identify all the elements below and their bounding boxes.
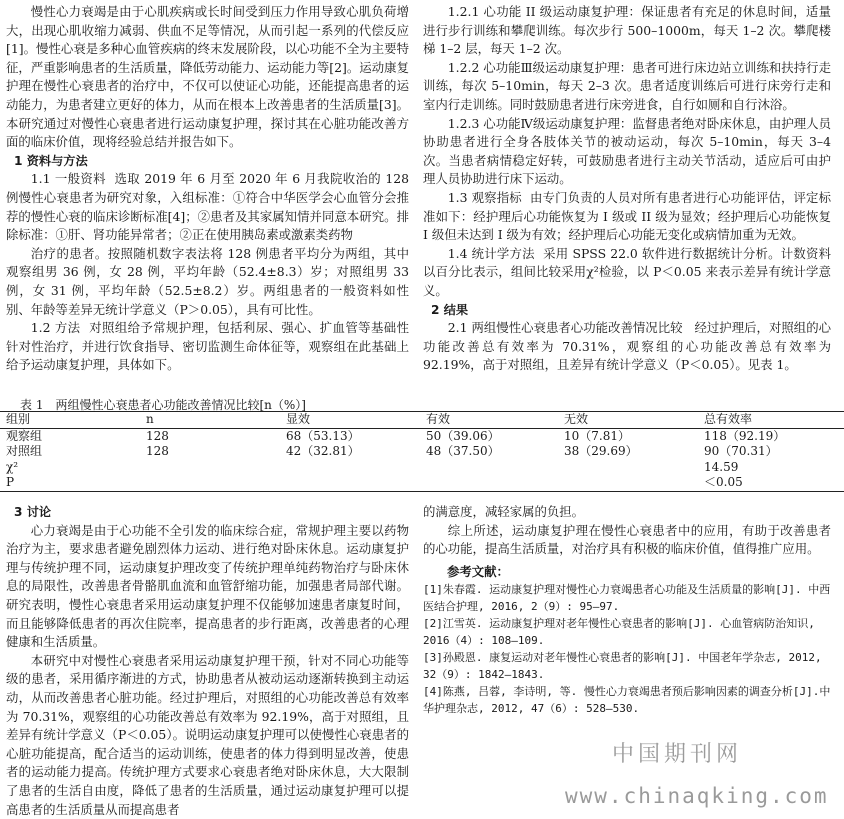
table-row xyxy=(0,428,844,444)
right-column-top xyxy=(423,3,831,375)
reference-item: [4]陈燕, 吕蓉, 李诗明, 等. 慢性心力衰竭患者预后影响因素的调查分析[J].中华护理杂志, 2012, 47（6）: 528–530. xyxy=(423,685,831,716)
header-effective: 有效 xyxy=(426,412,451,426)
header-ineffective: 无效 xyxy=(564,412,589,426)
reference-item: [3]孙殿恩. 康复运动对老年慢性心衰患者的影响[J]. 中国老年学杂志, 2012, 32（9）: 1842–1843. xyxy=(423,651,822,682)
watermark-url: www.chinaqking.com xyxy=(565,784,829,808)
table-row xyxy=(0,460,844,476)
section-1-2-2-label: 1.2.2 心功能Ⅲ级运动康复护理： xyxy=(447,59,633,75)
table-cell xyxy=(140,475,280,491)
table-cell: 对照组 xyxy=(6,444,43,458)
table-cell: ＜0.05 xyxy=(704,475,743,489)
table-cell: 128 xyxy=(146,428,169,443)
table-cell: 118（92.19） xyxy=(704,428,786,443)
section-1-3-text: 由专门负责的人员对所有患者进行心功能评估，评定标准如下：经护理后心功能恢复为 I 级或 II 级为显效；经护理后心功能恢复 I 级但未达到 I 级为有效；经护理后心功能无变化或病情加重为无效。 xyxy=(423,189,831,243)
header-group: 组别 xyxy=(6,412,31,426)
reference-item: [2]江雪英. 运动康复护理对老年慢性心衰患者的影响[J]. 心血管病防治知识, 2016（4）: 108–109. xyxy=(423,617,815,648)
table-row xyxy=(0,444,844,460)
section-1-3-label: 1.3 观察指标 xyxy=(447,189,522,205)
discussion-continued: 的满意度，减轻家属的负担。 xyxy=(423,504,585,519)
table-caption: 表 1 两组慢性心衰患者心功能改善情况比较[n（%）] xyxy=(20,398,306,412)
section-1-2-text: 对照组给予常规护理，包括利尿、强心、扩血管等基础性针对性治疗，并进行饮食指导、密切监测生命体征等，观察组在此基础上给予运动康复护理，具体如下。 xyxy=(6,320,409,373)
references-heading: 参考文献： xyxy=(447,563,509,579)
section-1-4-paragraph xyxy=(423,245,831,301)
discussion-paragraph-2: 本研究中对慢性心衰患者采用运动康复护理干预，针对不同心功能等级的患者，采用循序渐进的方式，协助患者从被动运动逐渐转换到主动运动，从而改善患者心脏功能。经过护理后，对照组的心功能改善总有效率为 70.31%，观察组的心功能改善总有效率为 92.19%，高于对照组，且差异有统计学意义（P＜0.05）。说明运动康复护理可以使慢性心衰患者的心脏功能提高，配合适当的运动训练，使患者的体力得到明显改善，使患者的运动能力提高。传统护理方式要求心衰患者绝对卧床休息，大大限制了患者的生活自由度，降低了患者的生活质量，通过运动康复护理可以提高患者的生活质量从而提高患者 xyxy=(6,652,409,817)
table-cell: 48（37.50） xyxy=(426,444,500,458)
section-2-1-paragraph xyxy=(423,319,831,375)
intro-paragraph: 慢性心力衰竭是由于心肌疾病或长时间受到压力作用导致心肌负荷增大，出现心肌收缩力减弱、供血不足等情况，从而引起一系列的代偿反应[1]。慢性心衰是多种心血管疾病的终末发展阶段，以心功能不全为主要特征，严重影响患者的生活质量，降低劳动能力、运动能力等[2]。运动康复护理在慢性心衰患者的治疗中，不仅可以使证心功能，还能提高患者的运动能力，为患者建立更好的体力，从而在根本上改善患者的生活质量[3]。本研究通过对慢性心衰患者进行运动康复护理，探讨其在心脏功能改善方面的临床价值，现将经验总结并报告如下。 xyxy=(6,4,409,150)
section-1-1-text: 选取 2019 年 6 月至 2020 年 6 月我院收治的 128 例慢性心衰患者为研究对象，入组标准：①符合中华医学会心血管分会推荐的慢性心衰的临床诊断标准[4]；②患者及其家属知情并同意本研究。排除标准：①肝、肾功能异常者；②正在使用胰岛素或激素类药物 xyxy=(6,171,409,243)
section-2-heading: 2 结果 xyxy=(431,302,469,317)
section-1-2-1-text: 保证患者有充足的休息时间，适量进行步行训练和攀爬训练。每次步行 500–1000m，每天 1–2 次。攀爬楼梯 1–2 层，每天 1–2 次。 xyxy=(423,4,831,57)
table-cell: χ² xyxy=(6,459,19,474)
table-row xyxy=(0,475,844,491)
table-cell: 90（70.31） xyxy=(704,444,778,458)
section-1-2-label: 1.2 方法 xyxy=(30,320,81,336)
reference-item: [1]朱春霞. 运动康复护理对慢性心力衰竭患者心功能及生活质量的影响[J]. 中西医结合护理, 2016, 2（9）: 95–97. xyxy=(423,583,831,614)
section-1-heading: 1 资料与方法 xyxy=(14,153,88,168)
section-2-1-text: 经过护理后，对照组的心功能改善总有效率为 70.31%，观察组的心功能改善总有效率为 92.19%，高于对照组，且差异有统计学意义（P＜0.05）。见表 1。 xyxy=(423,320,832,373)
header-marked: 显效 xyxy=(286,412,311,426)
table-cell xyxy=(280,460,420,476)
section-1-2-1-label: 1.2.1 心功能 II 级运动康复护理： xyxy=(447,4,642,19)
table-cell: 38（29.69） xyxy=(564,444,638,458)
section-1-4-label: 1.4 统计学方法 xyxy=(447,245,535,261)
discussion-paragraph-1: 心力衰竭是由于心功能不全引发的临床综合症，常规护理主要以药物治疗为主，要求患者避免剧烈体力运动、进行绝对卧床休息。运动康复护理与传统护理不同，运动康复护理改变了传统护理单纯药物治疗与卧床休息的局限性，改善患者骨骼肌血流和血管舒缩功能，加强患者局部代谢。研究表明，慢性心衰患者采用运动康复护理不仅能够加速患者康复时间，而且能够降低患者的再次住院率，提高患者的步行距离，改善患者的心理健康和生活质量。 xyxy=(6,522,409,650)
outcome-table xyxy=(0,411,844,492)
section-1-1-paragraph xyxy=(6,170,409,244)
conclusion-paragraph: 综上所述，运动康复护理在慢性心衰患者中的应用，有助于改善患者的心功能，提高生活质量，对治疗具有积极的临床价值，值得推广应用。 xyxy=(423,522,831,557)
section-1-1-continued: 治疗的患者。按照随机数字表法将 128 例患者平均分为两组，其中观察组男 36 例，女 28 例，平均年龄（52.4±8.3）岁；对照组男 33 例，女 31 例，平均年龄（52.5±8.2）岁。两组患者的一般资料如性别、年龄等差异无统计学意义（P＞0.05），具有可比性。 xyxy=(6,245,409,317)
left-column-top xyxy=(6,3,409,375)
section-2-1-label: 2.1 两组慢性心衰患者心功能改善情况比较 xyxy=(447,320,683,336)
table-cell xyxy=(558,460,698,476)
table-cell xyxy=(420,460,558,476)
table-cell: 42（32.81） xyxy=(286,444,360,458)
section-1-2-3-label: 1.2.3 心功能Ⅳ级运动康复护理： xyxy=(447,115,633,131)
section-1-2-2-paragraph xyxy=(423,59,831,115)
header-total-rate: 总有效率 xyxy=(704,412,753,426)
section-1-2-paragraph xyxy=(6,319,409,375)
header-n: n xyxy=(146,412,154,426)
table-cell xyxy=(280,475,420,491)
table-cell xyxy=(140,460,280,476)
table-cell: 14.59 xyxy=(704,459,739,474)
section-1-1-label: 1.1 一般资料 xyxy=(30,171,106,187)
section-1-2-1-paragraph xyxy=(423,3,831,59)
section-1-2-3-paragraph xyxy=(423,115,831,189)
table-cell: 观察组 xyxy=(6,428,43,443)
section-1-4-text: 采用 SPSS 22.0 软件进行数据统计分析。计数资料以百分比表示，组间比较采用χ²检验，以 P＜0.05 来表示差异有统计学意义。 xyxy=(423,245,831,298)
table-cell: 68（53.13） xyxy=(286,428,360,443)
section-1-2-2-text: 患者可进行床边站立训练和扶持行走训练，每次 5–10min，每天 2–3 次。患者适度训练后可进行床旁行走和室内行走训练。同时鼓励患者进行床旁进食，自行如厕和自行沐浴。 xyxy=(423,59,832,112)
table-cell: P xyxy=(6,475,15,489)
table-cell: 50（39.06） xyxy=(426,428,500,443)
section-1-2-3-text: 监督患者绝对卧床休息，由护理人员协助患者进行全身各肢体关节的被动运动，每次 5–10min，每天 3–4 次。当患者病情稳定好转，可鼓励患者进行主动关节活动，适应后可由护理人员协助进行床下运动。 xyxy=(423,115,831,187)
right-column-bottom xyxy=(423,503,831,717)
table-cell: 10（7.81） xyxy=(564,428,630,443)
watermark-site-name: 中国期刊网 xyxy=(612,742,743,767)
table-cell xyxy=(420,475,558,491)
section-3-heading: 3 讨论 xyxy=(14,505,52,519)
left-column-bottom xyxy=(6,503,409,819)
table-header-row xyxy=(0,412,844,429)
section-1-3-paragraph xyxy=(423,189,831,245)
table-cell xyxy=(558,475,698,491)
table-cell: 128 xyxy=(146,444,169,458)
